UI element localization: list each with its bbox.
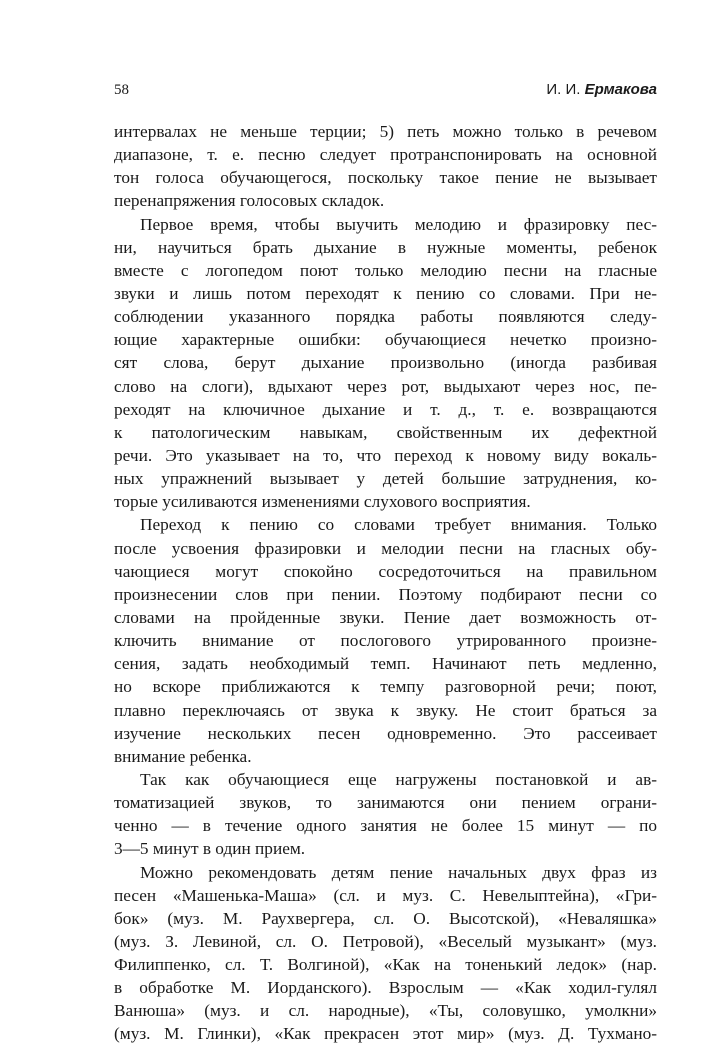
text-line: 3—5 минут в один прием. (114, 839, 306, 859)
text-line: к патологическим навыкам, свойственным их дефектной (114, 422, 657, 442)
page-header (114, 80, 657, 104)
text-line: после усвоения фразировки и мелодии песни на гласных обу- (114, 538, 657, 558)
text-line: плавно переключаясь от звука к звуку. Не стоит браться за (114, 700, 657, 720)
text-line: торые усиливаются изменениями слухового восприятия. (114, 492, 531, 512)
page-number: 58 (114, 82, 129, 98)
text-line: вместе с логопедом поют только мелодию песни на гласные (114, 260, 657, 280)
text-line: бок» (муз. М. Раухвергера, сл. О. Высотской), «Неваляшка» (114, 908, 657, 928)
text-line: ных упражнений вызывает у детей большие затруднения, ко- (114, 469, 657, 489)
text-line: но вскоре приближаются к темпу разговорной речи; поют, (114, 677, 657, 697)
text-line: Так как обучающиеся еще нагружены постановкой и ав- (140, 769, 657, 789)
text-line: ченно — в течение одного занятия не более 15 минут — по (114, 816, 657, 836)
text-line: (муз. М. Глинки), «Как прекрасен этот мир» (муз. Д. Тухмано- (114, 1024, 657, 1044)
text-line: ключить внимание от послогового утрированного произне- (114, 631, 657, 651)
running-head-author (546, 80, 657, 100)
text-line: Переход к пению со словами требует внимания. Только (140, 515, 657, 535)
text-line: сят слова, берут дыхание произвольно (иногда разбивая (114, 353, 657, 373)
text-line: Можно рекомендовать детям пение начальных двух фраз из (140, 862, 657, 882)
text-line: в обработке М. Иорданского). Взрослым — «Как ходил-гулял (114, 978, 657, 998)
text-line: томатизацией звуков, то занимаются они пением ограни- (114, 793, 657, 813)
text-line: речи. Это указывает на то, что переход к новому виду вокаль- (114, 445, 657, 465)
text-line: песен «Машенька-Маша» (сл. и муз. С. Невелыптейна), «Гри- (114, 885, 657, 905)
text-line: соблюдении указанного порядка работы появляются следу- (114, 307, 657, 327)
text-line: ни, научиться брать дыхание в нужные моменты, ребенок (114, 237, 657, 257)
author-initials: И. И. (546, 81, 581, 98)
text-line: Ванюша» (муз. и сл. народные), «Ты, соловушко, умолкни» (114, 1001, 657, 1021)
text-line: изучение нескольких песен одновременно. Это рассеивает (114, 723, 657, 743)
text-line: словами на пройденные звуки. Пение дает возможность от- (114, 607, 657, 627)
text-line: перенапряжения голосовых складок. (114, 191, 385, 211)
text-line: сения, задать необходимый темп. Начинают петь медленно, (114, 654, 657, 674)
text-line: интервалах не меньше терции; 5) петь можно только в речевом (114, 122, 657, 141)
body-text (114, 120, 657, 1046)
author-surname: Ермакова (584, 81, 657, 98)
text-line: слово на слоги), вдыхают через рот, выдыхают через нос, пе- (114, 376, 657, 396)
text-line: произнесении слов при пении. Поэтому подбирают песни со (114, 584, 657, 604)
text-line: Первое время, чтобы выучить мелодию и фразировку пес- (140, 214, 657, 234)
text-line: Филиппенко, сл. Т. Волгиной), «Как на тоненький ледок» (нар. (114, 955, 657, 975)
text-line: реходят на ключичное дыхание и т. д., т. е. возвращаются (114, 399, 657, 419)
text-line: звуки и лишь потом переходят к пению со словами. При не- (114, 283, 657, 303)
text-line: ющие характерные ошибки: обучающиеся нечетко произно- (114, 330, 657, 350)
text-line: (муз. З. Левиной, сл. О. Петровой), «Веселый музыкант» (муз. (114, 931, 657, 951)
text-line: внимание ребенка. (114, 746, 252, 766)
text-line: тон голоса обучающегося, поскольку такое пение не вызывает (114, 168, 657, 188)
text-line: диапазоне, т. е. песню следует протранспонировать на основной (114, 145, 657, 165)
text-line: чающиеся могут спокойно сосредоточиться на правильном (114, 561, 657, 581)
